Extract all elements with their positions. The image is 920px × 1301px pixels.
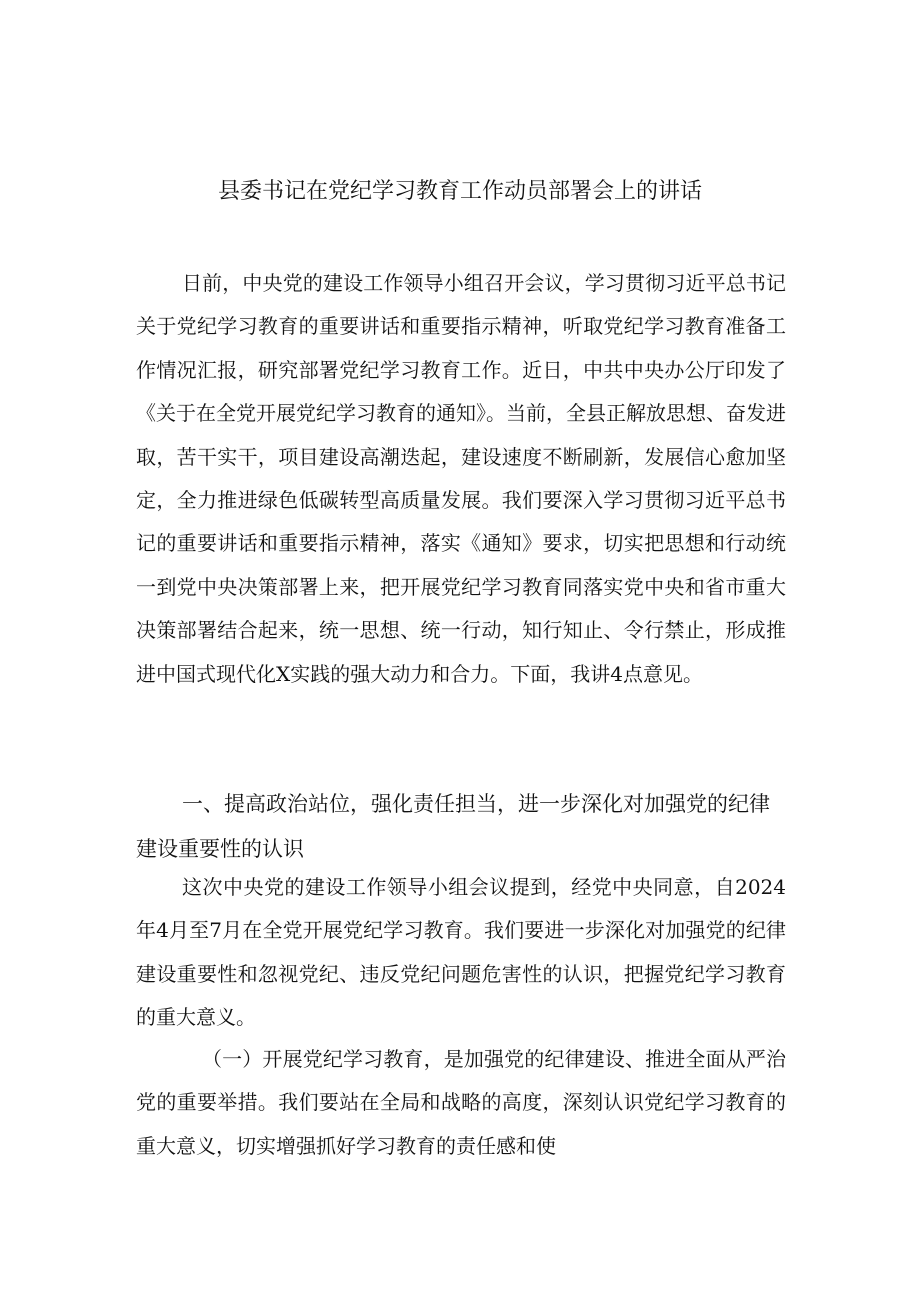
paragraph-section-1: 这次中央党的建设工作领导小组会议提到，经党中央同意，自2024年4月至7月在全党开展党纪学习教育。我们要进一步深化对加强党的纪律建设重要性和忽视党纪、违反党纪问题危害性的认识，把握党纪学习教育的重大意义。 — [136, 875, 786, 1030]
paragraph-intro: 日前，中央党的建设工作领导小组召开会议，学习贯彻习近平总书记关于党纪学习教育的重要讲话和重要指示精神，听取党纪学习教育准备工作情况汇报，研究部署党纪学习教育工作。近日，中共中央办公厅印发了《关于在全党开展党纪学习教育的通知》。当前，全县正解放思想、奋发进取，苦干实干，项目建设高潮迭起，建设速度不断刷新，发展信心愈加坚定，全力推进绿色低碳转型高质量发展。我们要深入学习贯彻习近平总书记的重要讲话和重要指示精神，落实《通知》要求，切实把思想和行动统一到党中央决策部署上来，把开展党纪学习教育同落实党中央和省市重大决策部署结合起来，统一思想、统一行动，知行知止、令行禁止，形成推进中国式现代化X实践的强大动力和合力。下面，我讲4点意见。 — [136, 271, 786, 686]
paragraph-subsection-1: （一）开展党纪学习教育，是加强党的纪律建设、推进全面从严治党的重要举措。我们要站在全局和战略的高度，深刻认识党纪学习教育的重大意义，切实增强抓好学习教育的责任感和使 — [136, 1047, 786, 1158]
section-heading-1: 一、提高政治站位，强化责任担当，进一步深化对加强党的纪律建设重要性的认识 — [136, 792, 770, 861]
document-title: 县委书记在党纪学习教育工作动员部署会上的讲话 — [217, 179, 702, 204]
